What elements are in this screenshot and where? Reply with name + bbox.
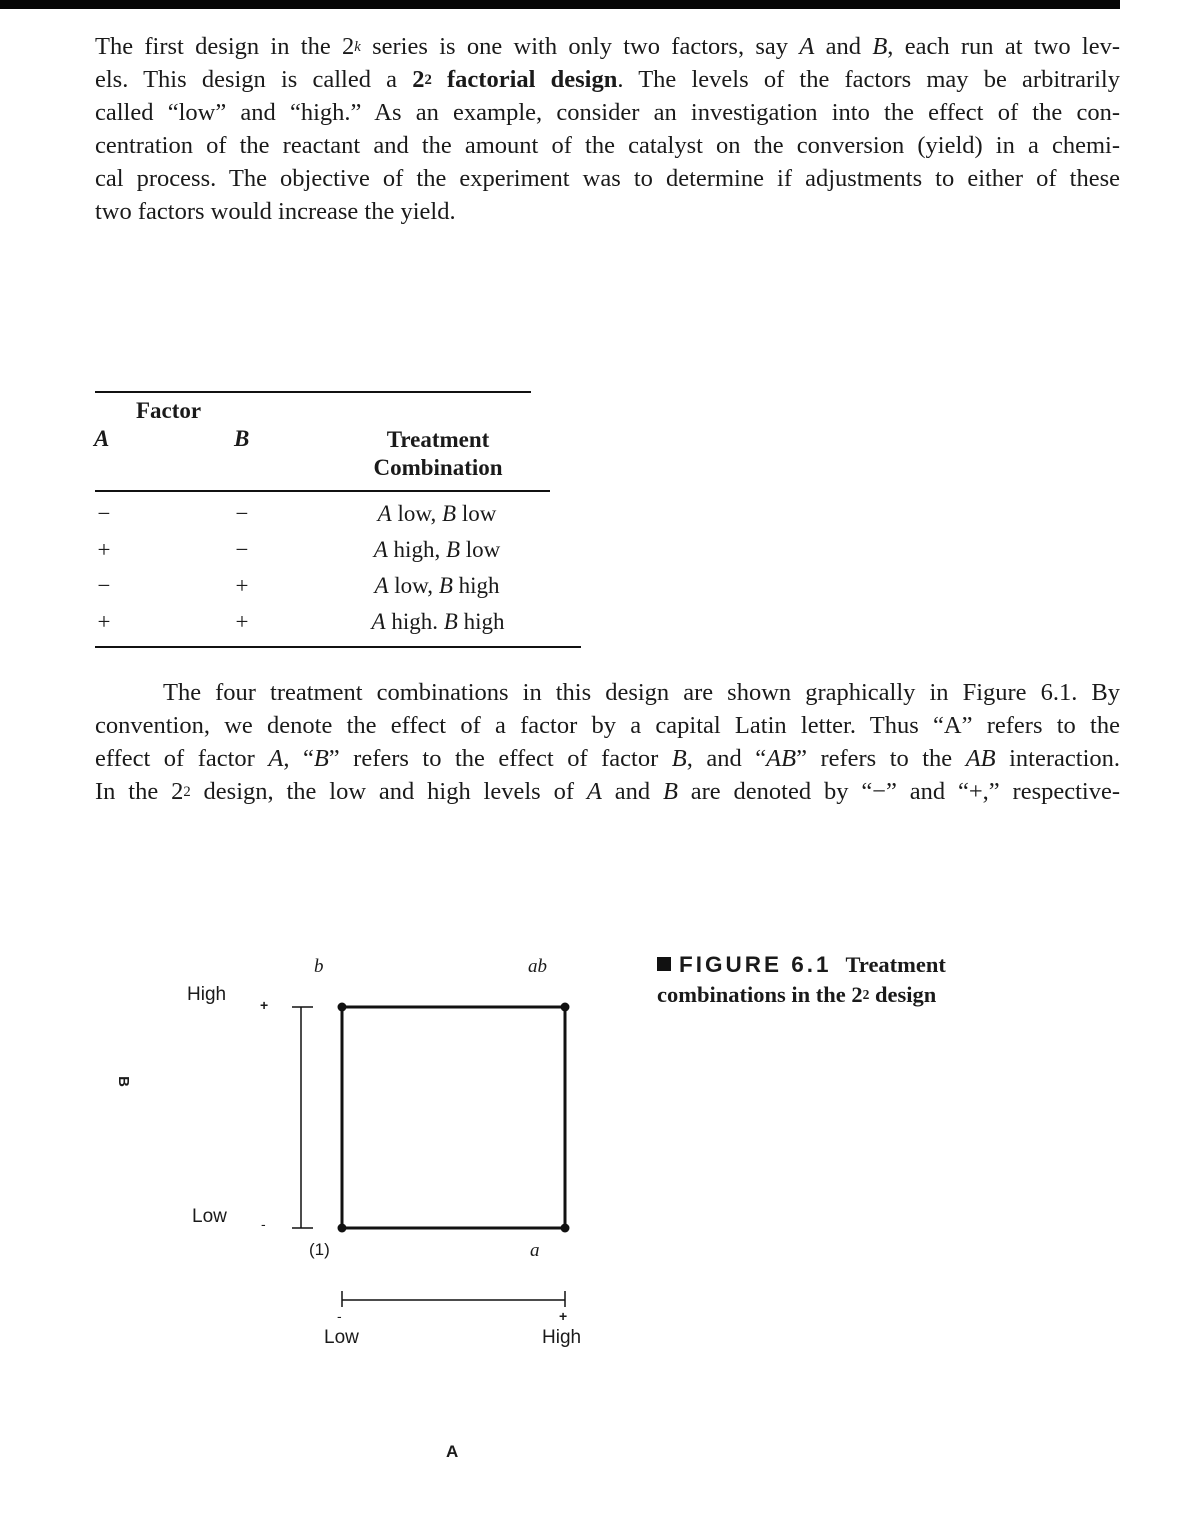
cell-a: + (97, 537, 111, 562)
b-minus-sign: - (261, 1216, 266, 1232)
a-plus-sign: + (559, 1308, 568, 1324)
b-axis-label: B (114, 1076, 132, 1087)
b-plus-sign: + (260, 997, 269, 1013)
point-1 (338, 1224, 347, 1233)
table-top-rule (95, 391, 531, 393)
b-high-label: High (187, 984, 227, 1005)
convention-paragraph: The four treatment combinations in this design are shown graphically in Figure 6.1. By convention, we denote the effect of a factor by a capital Latin letter. Thus “A” refers to the effect of factor A, “B” refers to the effect of factor B, and “AB” refers to the AB interaction. In the $2^2$ design, the low and high levels of A and B are denoted by “−” and “+,” respective- (95, 679, 1121, 805)
a-minus-sign: - (337, 1308, 342, 1324)
col-header-a: A (94, 426, 110, 451)
corner-label-a: a (530, 1240, 540, 1261)
cell-b: + (235, 609, 249, 634)
cell-treatment: A high. B high (371, 609, 505, 634)
cell-a: − (97, 501, 111, 526)
b-low-label: Low (192, 1206, 227, 1227)
table-bottom-rule (95, 646, 581, 648)
figure-number: FIGURE 6.1 (679, 952, 832, 977)
cell-treatment: A low, B low (377, 501, 497, 526)
intro-paragraph: The first design in the 2$^k$ series is one with only two factors, say A and B, each run at two lev- els. This design is called a $2^2$ factorial design. The levels of the factors may be arbitrarily called “low” and “high.” As an example, consider an investigation into the effect of the con- centration of the reactant and the amount of the catalyst on the conversion (yield) in a chemi- cal process. The objective of the experiment was to determine if adjustments to either of these two factors would increase the yield. (95, 33, 1120, 225)
top-rule (0, 0, 1120, 9)
col-header-treatment: Treatment Combination (373, 427, 503, 480)
corner-label-1: (1) (309, 1240, 330, 1259)
cell-a: + (97, 609, 111, 634)
a-high-label: High (542, 1327, 582, 1348)
cell-treatment: A low, B high (374, 573, 500, 598)
cell-b: − (235, 501, 249, 526)
table-mid-rule (95, 490, 550, 492)
point-ab (561, 1003, 570, 1012)
a-axis-label: A (446, 1442, 459, 1461)
cell-b: + (235, 573, 249, 598)
cell-a: − (97, 573, 111, 598)
caption-bullet-icon (657, 957, 671, 971)
design-square (342, 1007, 565, 1228)
cell-b: − (235, 537, 249, 562)
corner-label-ab: ab (528, 956, 547, 977)
figure-caption: FIGURE 6.1 Treatment combinations in the $2^2$ design (657, 952, 946, 1007)
point-b (338, 1003, 347, 1012)
factor-header: Factor (136, 398, 202, 423)
a-low-label: Low (324, 1327, 359, 1348)
cell-treatment: A high, B low (373, 537, 501, 562)
col-header-b: B (234, 426, 250, 451)
corner-label-b: b (314, 956, 324, 977)
point-a (561, 1224, 570, 1233)
